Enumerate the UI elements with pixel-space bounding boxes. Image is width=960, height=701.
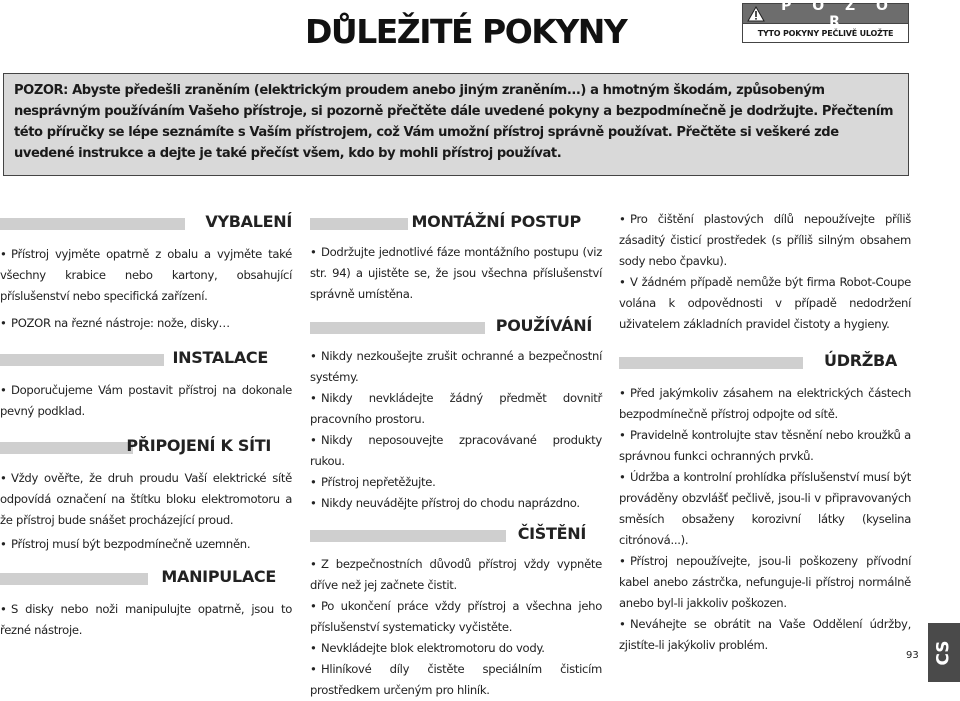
page-number: 93 [906,650,919,661]
list-item: • Nikdy nezkoušejte zrušit ochranné a bezpečnostní systémy. [310,349,602,384]
list-item: • V žádném případě nemůže být firma Robot-Coupe volána k odpovědnosti v případě nedodržení uživatelem základních pravidel čistoty a hygieny. [619,275,911,331]
column-middle [310,212,602,701]
section-title-pripojeni: PŘIPOJENÍ K SÍTI [126,436,271,455]
section-bar [310,322,485,334]
section-bar [310,530,506,542]
section-header-instalace [0,348,292,374]
list-item: • Dodržujte jednotlivé fáze montážního postupu (viz str. 94) a ujistěte se, že jsou všechna příslušenství správně umístěna. [310,245,602,301]
list-item: • Údržba a kontrolní prohlídka příslušenství musí být prováděny obzvlášť pečlivě, jsou-li v připravovaných směsích obsaženy korozivní látky (kyselina citrónová...). [619,470,911,547]
section-bar [0,354,164,366]
intro-text: POZOR: Abyste předešli zraněním (elektrickým proudem anebo jiným zraněním...) a hmotným škodám, způsobeným nesprávným používáním Vašeho přístroje, si pozorně přečtěte dále uvedené pokyny a bezpodmínečně je dodržujte. Přečtením této příručky se lépe seznámíte s Vaším přístrojem, což Vám umožní přístroj správně používat. Přečtěte si veškeré zde uvedené instrukce a dejte je také přečíst všem, kdo by mohli přístroj používat. [14,83,894,161]
section-header-pouzivani [310,316,602,342]
section-bar [619,357,803,369]
warning-subtitle: TYTO POKYNY PEČLIVĚ ULOŽTE [742,24,909,43]
section-bar [310,218,408,230]
section-bar [0,218,185,230]
list-item: • Přístroj vyjměte opatrně z obalu a vyjměte také všechny krabice nebo kartony, obsahující příslušenství nebo specifická zařízení. [0,247,292,303]
list-item: • S disky nebo noži manipulujte opatrně, jsou to řezné nástroje. [0,602,292,637]
language-tab [928,623,960,682]
list-item: • Hliníkové díly čistěte speciálním čisticím prostředkem určeným pro hliník. [310,662,602,697]
list-item: • Doporučujeme Vám postavit přístroj na dokonale pevný podklad. [0,383,292,418]
list-item: • Nikdy nevkládejte žádný předmět dovnitř pracovního prostoru. [310,391,602,426]
list-item: • Nikdy neuvádějte přístroj do chodu naprázdno. [310,496,580,510]
section-title-vybaleni: VYBALENÍ [205,212,292,231]
section-bar [0,573,148,585]
section-header-udrzba [619,351,911,377]
list-item: • Přístroj nepoužívejte, jsou-li poškozeny přívodní kabel anebo zástrčka, nefunguje-li přístroj normálně anebo byl-li jakkoliv poškozen. [619,554,911,610]
list-item: • Přístroj musí být bezpodmínečně uzemněn. [0,537,251,551]
warning-header [742,0,909,30]
warning-triangle-icon [743,4,769,23]
list-item: • Z bezpečnostních důvodů přístroj vždy vypněte dříve než jej začnete čistit. [310,557,602,592]
list-item: • Přístroj nepřetěžujte. [310,475,436,489]
warning-box [742,0,909,43]
section-header-cisteni [310,524,602,550]
list-item: • Pro čištění plastových dílů nepoužívejte příliš zásaditý čisticí prostředek (s příliš silným obsahem sody nebo čpavku). [619,212,911,268]
page-title: DŮLEŽITÉ POKYNY [305,12,627,51]
section-title-instalace: INSTALACE [172,348,268,367]
intro-warning-box [3,73,909,176]
section-title-montazni: MONTÁŽNÍ POSTUP [411,212,581,231]
column-left [0,212,292,641]
column-right [619,209,911,656]
section-title-udrzba: ÚDRŽBA [824,351,897,370]
list-item: • Před jakýmkoliv zásahem na elektrických částech bezpodmínečně přístroj odpojte od sítě. [619,386,911,421]
list-item: • POZOR na řezné nástroje: nože, disky… [0,316,230,330]
list-item: • Nikdy neposouvejte zpracovávané produkty rukou. [310,433,602,468]
section-title-cisteni: ČIŠTĚNÍ [517,524,586,543]
section-header-montazni [310,212,602,238]
section-title-pouzivani: POUŽÍVÁNÍ [495,316,592,335]
list-item: • Vždy ověřte, že druh proudu Vaší elektrické sítě odpovídá označení na štítku bloku elektromotoru a že přístroj bude snášet procházející proud. [0,471,292,527]
list-item: • Neváhejte se obrátit na Vaše Oddělení údržby, zjistíte-li jakýkoliv problém. [619,617,911,652]
section-header-pripojeni [0,436,292,462]
warning-word: P O Z O R [781,0,896,30]
list-item: • Pravidelně kontrolujte stav těsnění nebo kroužků a správnou funkci ochranných prvků. [619,428,911,463]
section-header-vybaleni [0,212,292,238]
list-item: • Po ukončení práce vždy přístroj a všechna jeho příslušenství systematicky vyčistěte. [310,599,602,634]
section-title-manipulace: MANIPULACE [161,567,276,586]
list-item: • Nevkládejte blok elektromotoru do vody. [310,641,545,655]
language-tab-label: CS [933,639,954,666]
section-header-manipulace [0,567,292,593]
section-bar [0,442,133,454]
